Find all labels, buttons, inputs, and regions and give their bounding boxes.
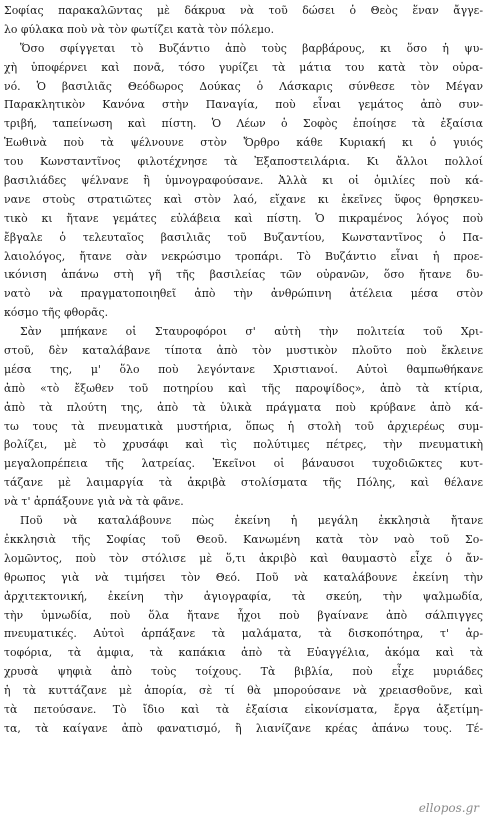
text-line: χὴ ὑποφέρνει καὶ πονᾶ, τόσο γυρίζει τὰ μάτια του κατὰ τὸν οὐρα- [4,60,483,74]
text-line: πνευματικές. Αὐτοὶ ἁρπάξανε τὰ μαλάματα, τὰ δισκοπότηρα, τ' ἀρ- [4,627,483,641]
text-line: τοφόρια, τὰ ἀμφια, τὰ καπάκια ἀπὸ τὰ Εὐαγγέλια, ἀκόμα καὶ τὰ [4,646,483,660]
text-line: Σοφίας παρακαλῶντας μὲ δάκρυα νὰ τοῦ δώσει ὁ Θεὸς ἕναν ἄγγε- [4,4,483,17]
paragraph-4 [4,512,483,739]
text-line: ικόνιση ἀπάνω στὴ γῆ τῆς βασιλείας τῶν οὐρανῶν, ὅσο ἤτανε δυ- [4,268,483,282]
text-line: τα, τὰ καίγανε ἀπὸ φανατισμό, ἢ λιανίζανε κρέας ἀπάνω τους. Τέ- [4,721,483,735]
text-line: κόσμο τῆς φθορᾶς. [4,306,109,320]
text-line: ἡ τὰ κυττάζανε μὲ ἀπορία, σὲ τί θὰ μπορούσανε νὰ χρειασθοῦνε, καὶ [4,684,483,698]
text-line: μέσα της, μ' ὅλο ποὺ λεγόντανε Χριστιανοί. Αὐτοὶ θαμπωθήκανε [4,362,483,376]
text-line: ἀρχιτεκτονική, ἐκείνη τὴν ἁγιογραφία, τὰ σκεύη, τὴν ψαλμωδία, [4,589,483,603]
text-line: χρυσὰ ψηφιὰ ἀπὸ τοὺς τοίχους. Τὰ βιβλία, ποὺ εἶχε μυριάδες [4,665,483,679]
text-line: ἐκκλησιὰ τῆς Σοφίας τοῦ Θεοῦ. Κανωμένη κατὰ τὸν ναὸ τοῦ Σο- [4,532,483,546]
paragraph-2 [4,40,483,323]
paragraph-3 [4,323,483,512]
text-line: τριβή, ταπείνωση καὶ πίστη. Ὁ Λέων ὁ Σοφὸς ἐποίησε τὰ ἐξαίσια [4,117,483,131]
text-line: νό. Ὁ βασιλιᾶς Θεόδωρος Δούκας ὁ Λάσκαρις σύνθεσε τὸν Μέγαν [4,79,483,93]
text-line: Ἑωθινὰ ποὺ τὰ ψέλνουνε στὸν Ὄρθρο κάθε Κυριακή κι ὁ γυιός [4,136,483,150]
text-line: λο φύλακα ποὺ νὰ τὸν φωτίζει κατὰ τὸν πόλεμο. [4,22,275,36]
text-line: λομῶντος, ποὺ τὸν στόλισε μὲ ὅ,τι ἀκριβὸ καὶ θαυμαστὸ εἶχε ὁ ἄν- [4,551,483,565]
text-line: νανε στοὺς στρατιῶτες καὶ στὸν λαό, εἴχανε κι ἐκεῖνες ὕφος θρησκευ- [4,192,483,206]
paragraph-1 [4,2,483,40]
text-line: τὴν ὑμνωδία, ποὺ ὅλα ἤτανε ἦχοι ποὺ βγαίνανε ἀπὸ σάλπιγγες [4,608,483,622]
text-line: μεγαλοπρέπεια τῆς λατρείας. Ἐκεῖνοι οἱ βάναυσοι τυχοδιῶκτες κυτ- [4,457,483,471]
text-line: Ποῦ νὰ καταλάβουνε πὼς ἐκείνη ἡ μεγάλη ἐκκλησιὰ ἤτανε [20,514,483,528]
text-line: τικὸ κι ἤτανε γεμάτες εὐλάβεια καὶ πίστη. Ὁ πικραμένος λόγος ποὺ [4,211,483,225]
text-line: Σὰν μπήκανε οἱ Σταυροφόροι σ' αὐτὴ τὴν πολιτεία τοῦ Χρι- [20,325,483,339]
text-line: θρωπος γιὰ νὰ τιμήσει τὸν Θεό. Ποῦ νὰ καταλάβουνε ἐκείνη τὴν [4,570,483,584]
document-page [4,2,483,739]
text-line: τάζανε μὲ λαιμαργία τὰ ἀκριβὰ στολίσματα τῆς Πόλης, καὶ θέλανε [4,476,483,490]
text-line: ἀπὸ «τὸ ἔξωθεν τοῦ ποτηρίου καὶ τῆς παροψίδος», ἀπὸ τὰ κτίρια, [4,381,483,395]
text-line: Παρακλητικὸν Κανόνα στὴν Παναγία, ποὺ εἶναι γεμάτος ἀπὸ συν- [4,98,483,112]
site-watermark: ellopos.gr [418,801,479,815]
text-line: βασιλιάδες ψέλνανε ἢ ὑμνογραφούσανε. Ἀλλὰ κι οἱ ὁμιλίες ποὺ κά- [4,174,483,188]
text-line: νὰ τ' ἀρπάξουνε γιὰ νὰ τὰ φᾶνε. [4,495,184,509]
text-line: ἔβγαλε ὁ τελευταῖος βασιλιᾶς τοῦ Βυζαντίου, Κωνσταντῖνος ὁ Πα- [4,230,483,244]
text-line: Ὅσο σφίγγεται τὸ Βυζάντιο ἀπὸ τοὺς βαρβάρους, κι ὅσο ἡ ψυ- [20,41,483,55]
text-line: λαιολόγος, ἤτανε σὰν νεκρώσιμο τροπάρι. Τὸ Βυζάντιο εἶναι ἡ προε- [4,249,483,263]
text-line: τὰ πετούσανε. Τὸ ἴδιο καὶ τὰ ἐξαίσια εἰκονίσματα, ἔργα ἀξετίμη- [4,702,483,716]
text-line: τω τους τὰ πνευματικὰ μυστήρια, ὅπως ἡ στολὴ τοῦ ἀρχιερέως συμ- [4,419,483,433]
text-line: βολίζει, μὲ τὸ χρυσάφι καὶ τὶς πολύτιμες πέτρες, τὴν πνευματικὴ [4,438,483,452]
text-line: ἀπὸ τὰ πλούτη της, ἀπὸ τὰ ὑλικὰ πράγματα ποὺ κρύβανε ἀπὸ κά- [4,400,483,414]
text-line: του Κωνσταντῖνος φιλοτέχνησε τὰ Ἐξαποστειλάρια. Κι ἄλλοι πολλοί [4,155,483,169]
text-line: στοῦ, δὲν καταλάβανε τίποτα ἀπὸ τὸν μυστικὸν πλοῦτο ποὺ ἔκλεινε [4,344,483,358]
text-line: νατὸ νὰ πραγματοποιηθεῖ ἀπὸ τὴν ἀνθρώπινη ἀτέλεια μέσα στὸν [4,287,483,301]
